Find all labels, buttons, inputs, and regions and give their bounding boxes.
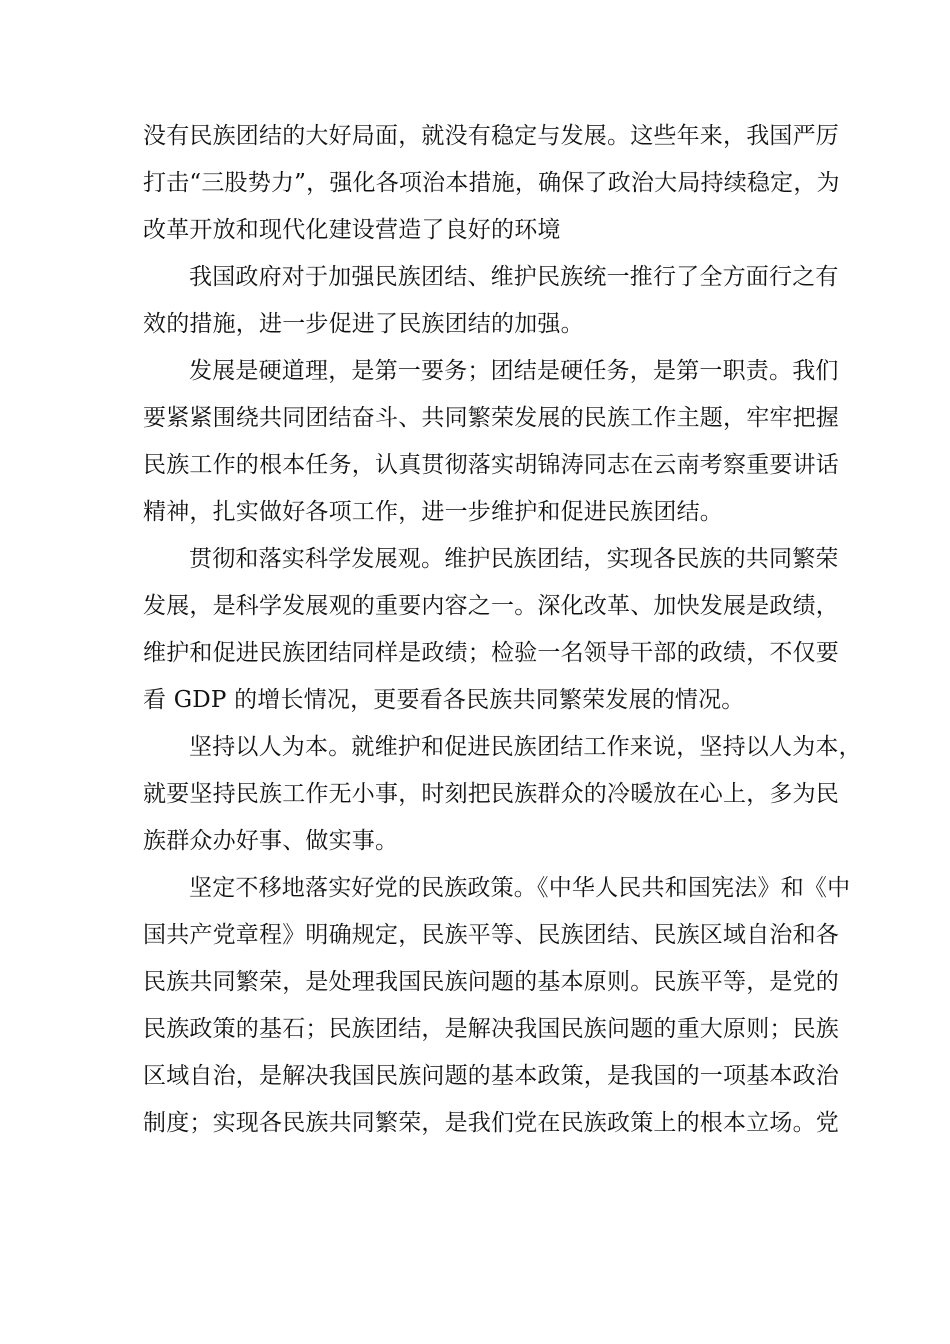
text-line: 坚持以人为本。就维护和促进民族团结工作来说，坚持以人为本， xyxy=(189,734,862,760)
text-line: 制度；实现各民族共同繁荣，是我们党在民族政策上的根本立场。党 xyxy=(143,1110,839,1136)
text-line: 没有民族团结的大好局面，就没有稳定与发展。这些年来，我国严厉 xyxy=(143,123,839,149)
text-line: 区域自治，是解决我国民族问题的基本政策，是我国的一项基本政治 xyxy=(143,1063,839,1089)
text-line: 效的措施，进一步促进了民族团结的加强。 xyxy=(143,311,584,337)
text-line: 发展是硬道理，是第一要务；团结是硬任务，是第一职责。我们 xyxy=(189,358,839,384)
text-line: 国共产党章程》明确规定，民族平等、民族团结、民族区域自治和各 xyxy=(143,922,839,948)
text-line: 要紧紧围绕共同团结奋斗、共同繁荣发展的民族工作主题，牢牢把握 xyxy=(143,405,839,431)
text-line: 维护和促进民族团结同样是政绩；检验一名领导干部的政绩，不仅要 xyxy=(143,640,839,666)
text-line: 民族政策的基石；民族团结，是解决我国民族问题的重大原则；民族 xyxy=(143,1016,839,1042)
text-line: 我国政府对于加强民族团结、维护民族统一推行了全方面行之有 xyxy=(189,264,839,290)
text-line: 就要坚持民族工作无小事，时刻把民族群众的冷暖放在心上，多为民 xyxy=(143,781,839,807)
text-line: 坚定不移地落实好党的民族政策。《中华人民共和国宪法》和《中 xyxy=(189,875,851,901)
paragraph-2 xyxy=(143,254,839,348)
paragraph-3 xyxy=(143,348,839,536)
document-body xyxy=(143,113,862,1147)
paragraph-1 xyxy=(143,113,840,254)
text-line: 贯彻和落实科学发展观。维护民族团结，实现各民族的共同繁荣 xyxy=(189,546,839,572)
text-line: 民族共同繁荣，是处理我国民族问题的基本原则。民族平等，是党的 xyxy=(143,969,839,995)
text-line: 民族工作的根本任务，认真贯彻落实胡锦涛同志在云南考察重要讲话 xyxy=(143,452,839,478)
text-line: 精神，扎实做好各项工作，进一步维护和促进民族团结。 xyxy=(143,499,723,525)
text-line: 发展，是科学发展观的重要内容之一。深化改革、加快发展是政绩， xyxy=(143,593,839,619)
text-line: 族群众办好事、做实事。 xyxy=(143,828,399,854)
paragraph-6 xyxy=(143,865,851,1147)
paragraph-5 xyxy=(143,724,862,865)
paragraph-4 xyxy=(143,536,839,724)
text-line: 打击“三股势力”，强化各项治本措施，确保了政治大局持续稳定，为 xyxy=(143,170,840,196)
text-line: 看 GDP 的增长情况，更要看各民族共同繁荣发展的情况。 xyxy=(143,687,745,713)
text-line: 改革开放和现代化建设营造了良好的环境 xyxy=(143,217,561,243)
